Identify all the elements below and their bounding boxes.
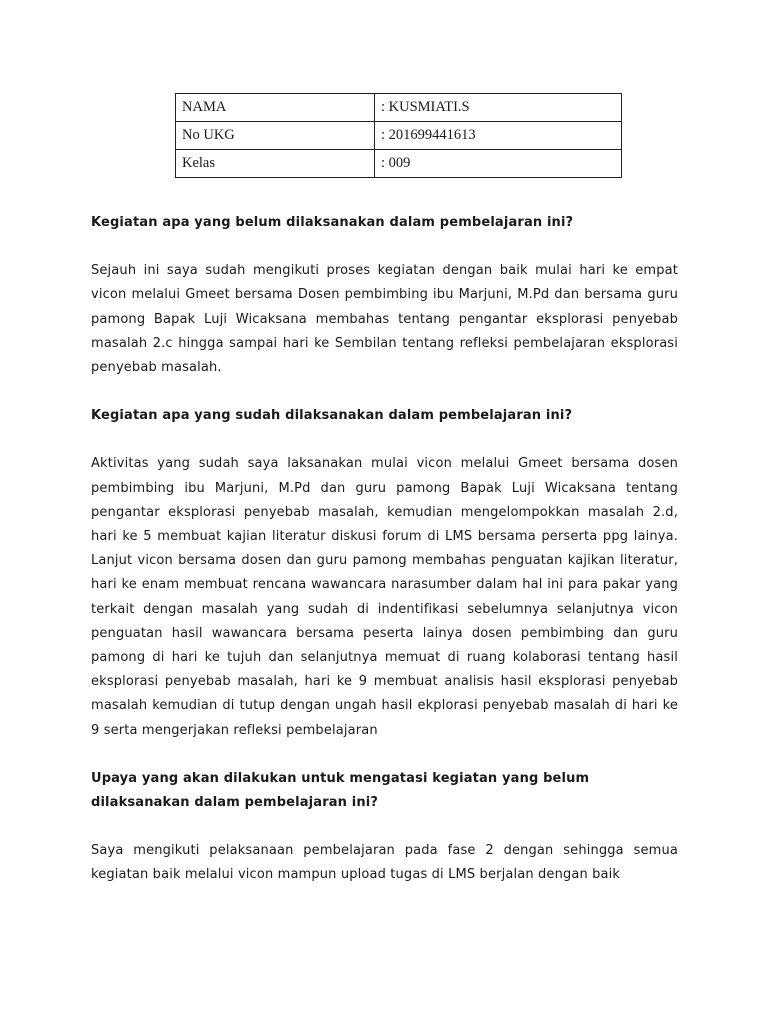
class-value: : 009	[375, 150, 622, 178]
table-row	[176, 122, 622, 150]
class-label: Kelas	[176, 150, 375, 178]
document-body	[91, 211, 678, 888]
section-body-done: Aktivitas yang sudah saya laksanakan mulai vicon melalui Gmeet bersama dosen pembimbing ibu Marjuni, M.Pd dan guru pamong Bapak Luji Wicaksana tentang pengantar eksplorasi penyebab masalah, kemudian mengelompokkan masalah 2.d, hari ke 5 membuat kajian literatur diskusi forum di LMS bersama perserta ppg lainya. Lanjut vicon bersama dosen dan guru pamong membahas penguatan kajikan literatur, hari ke enam membuat rencana wawancara narasumber dalam hal ini para pakar yang terkait dengan masalah yang sudah di indentifikasi sebelumnya selanjutnya vicon penguatan hasil wawancara bersama peserta lainya dosen pembimbing dan guru pamong di hari ke tujuh dan selanjutnya memuat di ruang kolaborasi tentang hasil eksplorasi penyebab masalah, hari ke 9 membuat analisis hasil eksplorasi penyebab masalah kemudian di tutup dengan ungah hasil ekplorasi penyebab masalah di hari ke 9 serta mengerjakan refleksi pembelajaran	[91, 456, 678, 738]
section-heading-efforts: Upaya yang akan dilakukan untuk mengatasi kegiatan yang belum dilaksanakan dalam pembelajaran ini?	[91, 770, 590, 811]
ukg-label: No UKG	[176, 122, 375, 150]
ukg-value: : 201699441613	[375, 122, 622, 150]
name-label: NAMA	[176, 94, 375, 122]
section-body-efforts: Saya mengikuti pelaksanaan pembelajaran pada fase 2 dengan sehingga semua kegiatan baik melalui vicon mampun upload tugas di LMS berjalan dengan baik	[91, 843, 678, 883]
identity-table	[175, 93, 622, 178]
table-row	[176, 150, 622, 178]
section-body-not-done: Sejauh ini saya sudah mengikuti proses kegiatan dengan baik mulai hari ke empat vicon melalui Gmeet bersama Dosen pembimbing ibu Marjuni, M.Pd dan bersama guru pamong Bapak Luji Wicaksana membahas tentang pengantar eksplorasi penyebab masalah 2.c hingga sampai hari ke Sembilan tentang refleksi pembelajaran eksplorasi penyebab masalah.	[91, 263, 678, 376]
name-value: : KUSMIATI.S	[375, 94, 622, 122]
table-row	[176, 94, 622, 122]
section-heading-not-done: Kegiatan apa yang belum dilaksanakan dalam pembelajaran ini?	[91, 215, 574, 230]
section-heading-done: Kegiatan apa yang sudah dilaksanakan dalam pembelajaran ini?	[91, 408, 573, 424]
